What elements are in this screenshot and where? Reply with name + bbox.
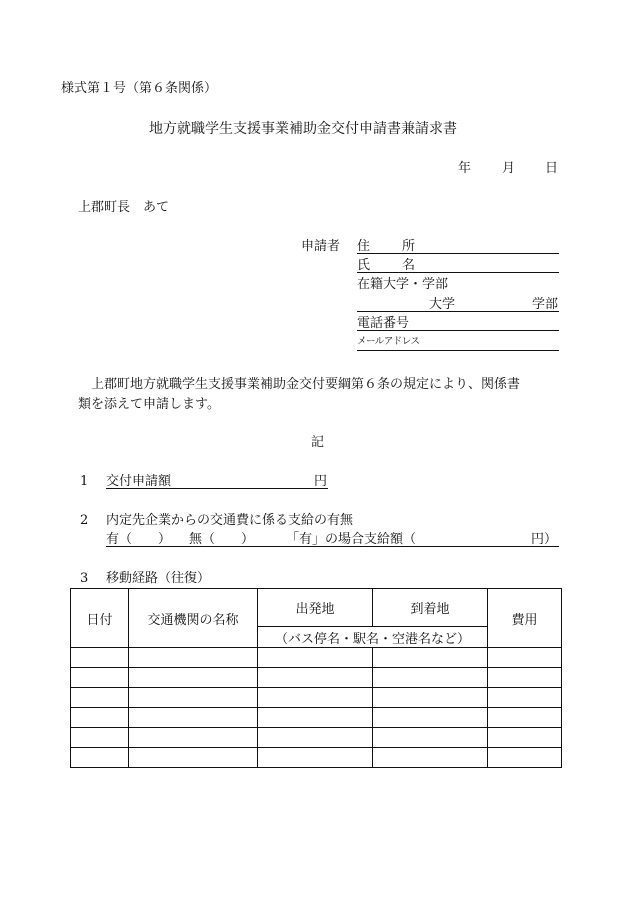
name-line[interactable] bbox=[357, 272, 559, 273]
cell-arrive[interactable] bbox=[373, 648, 488, 668]
date-year: 年 bbox=[458, 161, 472, 176]
cell-transport[interactable] bbox=[129, 708, 258, 728]
cell-depart[interactable] bbox=[258, 748, 373, 768]
item3-number: 3 bbox=[80, 571, 89, 586]
date-day: 日 bbox=[545, 161, 559, 176]
faculty-label: 学部 bbox=[532, 297, 559, 312]
cell-date[interactable] bbox=[71, 688, 129, 708]
header-depart: 出発地 bbox=[258, 589, 373, 627]
cell-date[interactable] bbox=[71, 668, 129, 688]
cell-transport[interactable] bbox=[129, 668, 258, 688]
cell-arrive[interactable] bbox=[373, 688, 488, 708]
university-label: 大学 bbox=[429, 297, 456, 312]
cell-cost[interactable] bbox=[488, 668, 562, 688]
cell-cost[interactable] bbox=[488, 748, 562, 768]
cell-cost[interactable] bbox=[488, 728, 562, 748]
body-line-1: 上郡町地方就職学生支援事業補助金交付要綱第６条の規定により、関係書 bbox=[91, 377, 521, 392]
cell-cost[interactable] bbox=[488, 688, 562, 708]
item1-number: 1 bbox=[80, 474, 89, 489]
header-subheader: （バス停名・駅名・空港名など） bbox=[258, 627, 488, 648]
cell-date[interactable] bbox=[71, 748, 129, 768]
cell-transport[interactable] bbox=[129, 648, 258, 668]
header-arrive: 到着地 bbox=[373, 589, 488, 627]
cell-depart[interactable] bbox=[258, 668, 373, 688]
header-date: 日付 bbox=[71, 589, 129, 648]
table-row bbox=[71, 728, 562, 748]
ki-heading: 記 bbox=[311, 435, 325, 450]
cell-depart[interactable] bbox=[258, 708, 373, 728]
item2-label: 内定先企業からの交通費に係る支給の有無 bbox=[106, 513, 354, 528]
cell-cost[interactable] bbox=[488, 708, 562, 728]
phone-label: 電話番号 bbox=[357, 316, 410, 331]
table-row bbox=[71, 668, 562, 688]
applicant-label: 申請者 bbox=[301, 239, 341, 254]
cell-date[interactable] bbox=[71, 728, 129, 748]
table-row bbox=[71, 748, 562, 768]
table-row bbox=[71, 648, 562, 668]
cell-date[interactable] bbox=[71, 708, 129, 728]
cell-depart[interactable] bbox=[258, 648, 373, 668]
cell-arrive[interactable] bbox=[373, 668, 488, 688]
table-row bbox=[71, 688, 562, 708]
address-line[interactable] bbox=[357, 253, 559, 254]
phone-line[interactable] bbox=[357, 330, 559, 331]
item2-line[interactable] bbox=[106, 546, 559, 547]
cell-cost[interactable] bbox=[488, 648, 562, 668]
item2-no[interactable]: 無（ ） bbox=[189, 532, 255, 547]
email-line[interactable] bbox=[357, 350, 559, 351]
cell-depart[interactable] bbox=[258, 688, 373, 708]
address-label-1: 住 bbox=[357, 239, 371, 254]
form-title: 地方就職学生支援事業補助金交付申請書兼請求書 bbox=[149, 121, 457, 137]
email-label: メールアドレス bbox=[357, 336, 420, 347]
school-line[interactable] bbox=[357, 311, 559, 312]
form-number: 様式第１号（第６条関係） bbox=[61, 81, 218, 96]
cell-transport[interactable] bbox=[129, 688, 258, 708]
body-line-2: 類を添えて申請します。 bbox=[78, 397, 220, 412]
item2-unit: 円） bbox=[531, 532, 558, 547]
name-label-2: 名 bbox=[402, 258, 416, 273]
addressee: 上郡町長 あて bbox=[78, 200, 170, 215]
item1-amount-line[interactable] bbox=[106, 488, 328, 489]
name-label-1: 氏 bbox=[357, 258, 371, 273]
item2-number: 2 bbox=[80, 513, 89, 528]
cell-arrive[interactable] bbox=[373, 748, 488, 768]
cell-transport[interactable] bbox=[129, 748, 258, 768]
school-label: 在籍大学・学部 bbox=[357, 277, 449, 292]
cell-date[interactable] bbox=[71, 648, 129, 668]
address-label-2: 所 bbox=[402, 239, 416, 254]
header-transport: 交通機関の名称 bbox=[129, 589, 258, 648]
item2-if-yes-label: 「有」の場合支給額（ bbox=[286, 532, 417, 547]
cell-depart[interactable] bbox=[258, 728, 373, 748]
cell-transport[interactable] bbox=[129, 728, 258, 748]
header-cost: 費用 bbox=[488, 589, 562, 648]
cell-arrive[interactable] bbox=[373, 708, 488, 728]
cell-arrive[interactable] bbox=[373, 728, 488, 748]
route-table bbox=[70, 588, 562, 768]
item1-unit: 円 bbox=[314, 474, 328, 489]
item2-yes[interactable]: 有（ ） bbox=[106, 532, 172, 547]
item3-label: 移動経路（往復） bbox=[106, 571, 211, 586]
item1-label: 交付申請額 bbox=[106, 474, 172, 489]
date-month: 月 bbox=[502, 161, 516, 176]
table-row bbox=[71, 708, 562, 728]
